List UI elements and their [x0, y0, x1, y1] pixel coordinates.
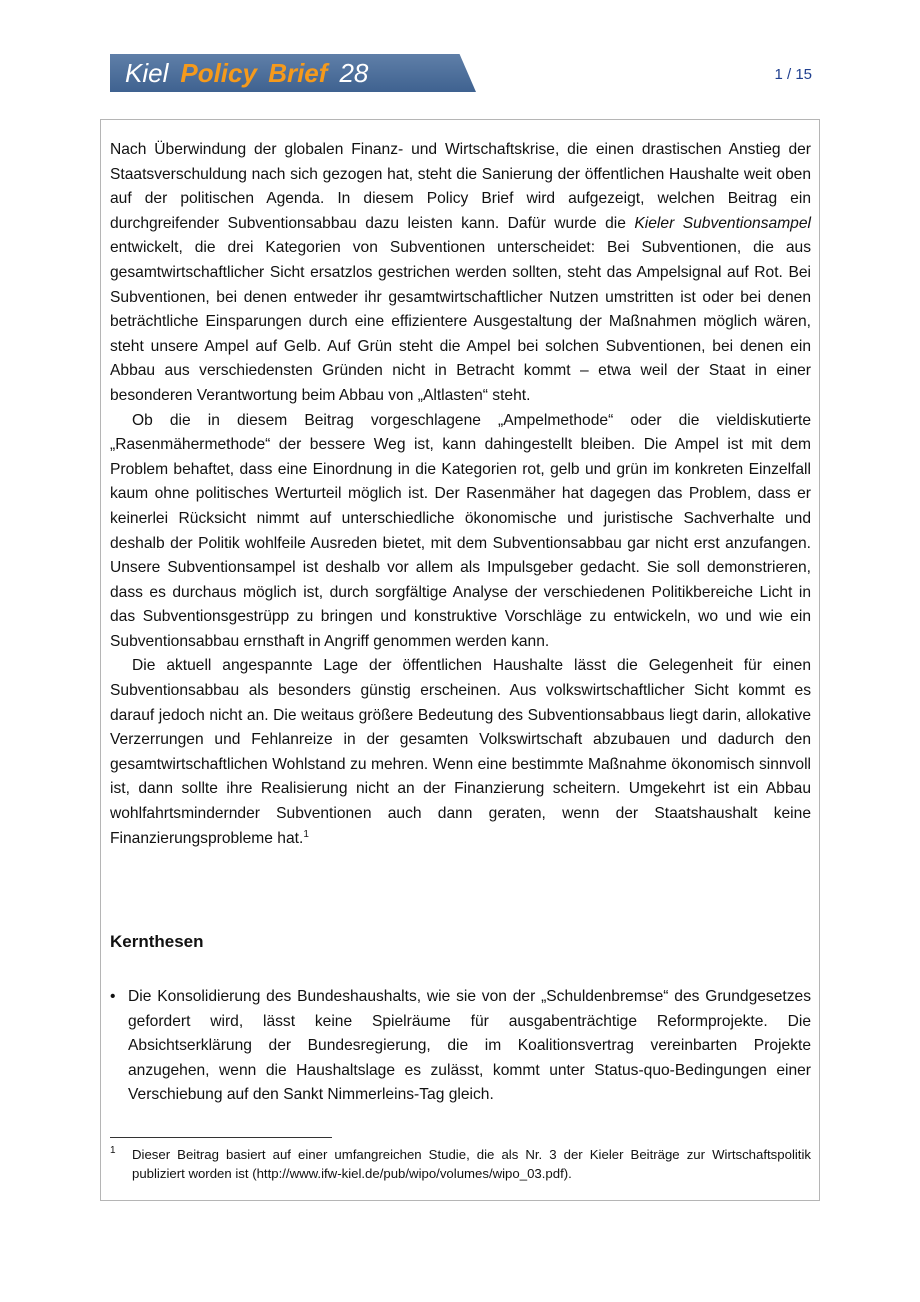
paragraph-1-start: Nach Überwindung der globalen Finanz- und Wirtschaftskrise, die einen drastischen Anstieg der Staatsverschuldung nach sich gezogen hat, steht die Sanierung der öffentlichen Haushalte weit oben auf der politischen Agenda. In diesem Policy Brief wird aufgezeigt, welchen Beitrag ein durchgreifender Subventionsabbau dazu leisten kann. Dafür wurde die: [110, 141, 811, 232]
bullet-item-1: Die Konsolidierung des Bundeshaushalts, wie sie von der „Schuldenbremse“ des Grundgesetzes gefordert wird, lässt keine Spielräume für ausgabenträchtige Reformprojekte. Die Absichtserklärung der Bundesregierung, die im Koalitionsvertrag vereinbarten Projekte anzugehen, wenn die Haushaltslage es zulässt, kommt unter Status-quo-Bedingungen einer Verschiebung auf den Sankt Nimmerleins-Tag gleich.: [128, 988, 811, 1104]
bullet-list: [110, 985, 811, 1108]
paragraph-1-end: entwickelt, die drei Kategorien von Subventionen unterscheidet: Bei Subventionen, die aus gesamtwirtschaftlicher Sicht ersatzlos gestrichen werden sollten, steht das Ampelsignal auf Rot. Bei Subventionen, bei denen entweder ihr gesamtwirtschaftlicher Nutzen umstritten ist oder bei denen beträchtliche Einsparungen durch eine effizientere Ausgestaltung der Maßnahmen möglich wären, steht unsere Ampel auf Gelb. Auf Grün steht die Ampel bei solchen Subventionen, bei denen ein Abbau aus verschiedensten Gründen nicht in Betracht kommt – etwa weil der Staat in einer besonderen Verantwortung beim Abbau von „Altlasten“ steht.: [110, 239, 811, 404]
footnote-mark: 1: [110, 1145, 116, 1156]
title-word-policy: Policy: [180, 58, 257, 88]
paragraph-2: Ob die in diesem Beitrag vorgeschlagene „Ampelmethode“ oder die vieldiskutierte „Rasenmähermethode“ der bessere Weg ist, kann dahingestellt bleiben. Die Ampel ist mit dem Problem behaftet, dass eine Einordnung in die Kategorien rot, gelb und grün im konkreten Einzelfall kaum ohne politisches Werturteil möglich ist. Der Rasenmäher hat dagegen das Problem, dass er keinerlei Rücksicht nimmt auf unterschiedliche ökonomische und juristische Sachverhalte und deshalb der Politik wohlfeile Ausreden bietet, mit dem Subventionsabbau gar nicht erst anzufangen. Unsere Subventionsampel ist deshalb vor allem als Impulsgeber gedacht. Sie soll demonstrieren, dass es durchaus möglich ist, durch sorgfältige Analyse der verschiedenen Politikbereiche Licht in das Subventionsgestrüpp zu bringen und konstruktive Vorschläge zu entwickeln, wo und wie ein Subventionsabbau ernsthaft in Angriff genommen werden kann.: [110, 411, 811, 650]
body-text: [110, 138, 811, 851]
page-counter: 1 / 15: [774, 66, 812, 83]
title-word-brief: Brief: [268, 58, 328, 88]
title-word-kiel: Kiel: [125, 58, 169, 88]
subventionsampel-term: Kieler Subventionsampel: [634, 214, 811, 232]
footnote-ref-1[interactable]: 1: [303, 828, 309, 840]
paragraph-1: [110, 138, 811, 409]
bullet-dot-icon: •: [110, 988, 116, 1005]
publication-title: [125, 55, 368, 91]
footnote-text: Dieser Beitrag basiert auf einer umfangreichen Studie, die als Nr. 3 der Kieler Beiträge zur Wirtschaftspolitik publiziert worden ist (http://www.ifw-kiel.de/pub/wipo/volumes/wipo_03.pdf).: [132, 1147, 811, 1181]
paragraph-3: [110, 654, 811, 851]
paragraph-3-text: Die aktuell angespannte Lage der öffentlichen Haushalte lässt die Gelegenheit für einen Subventionsabbau als besonders günstig erscheinen. Aus volkswirtschaftlicher Sicht kommt es darauf jedoch nicht an. Die weitaus größere Bedeutung des Subventionsabbaus liegt darin, allokative Verzerrungen und Fehlanreize in der gesamten Volkswirtschaft abzubauen und dadurch den gesamtwirtschaftlichen Wohlstand zu mehren. Wenn eine bestimmte Maßnahme ökonomisch sinnvoll ist, dann sollte ihre Realisierung nicht an der Finanzierung scheitern. Umgekehrt ist ein Abbau wohlfahrtsmindernder Subventionen auch dann geraten, wenn der Staatshaushalt keine Finanzierungsprobleme hat.: [110, 657, 811, 847]
footnote-divider: [110, 1137, 332, 1138]
issue-number: 28: [339, 58, 369, 88]
section-heading: Kernthesen: [110, 932, 204, 951]
